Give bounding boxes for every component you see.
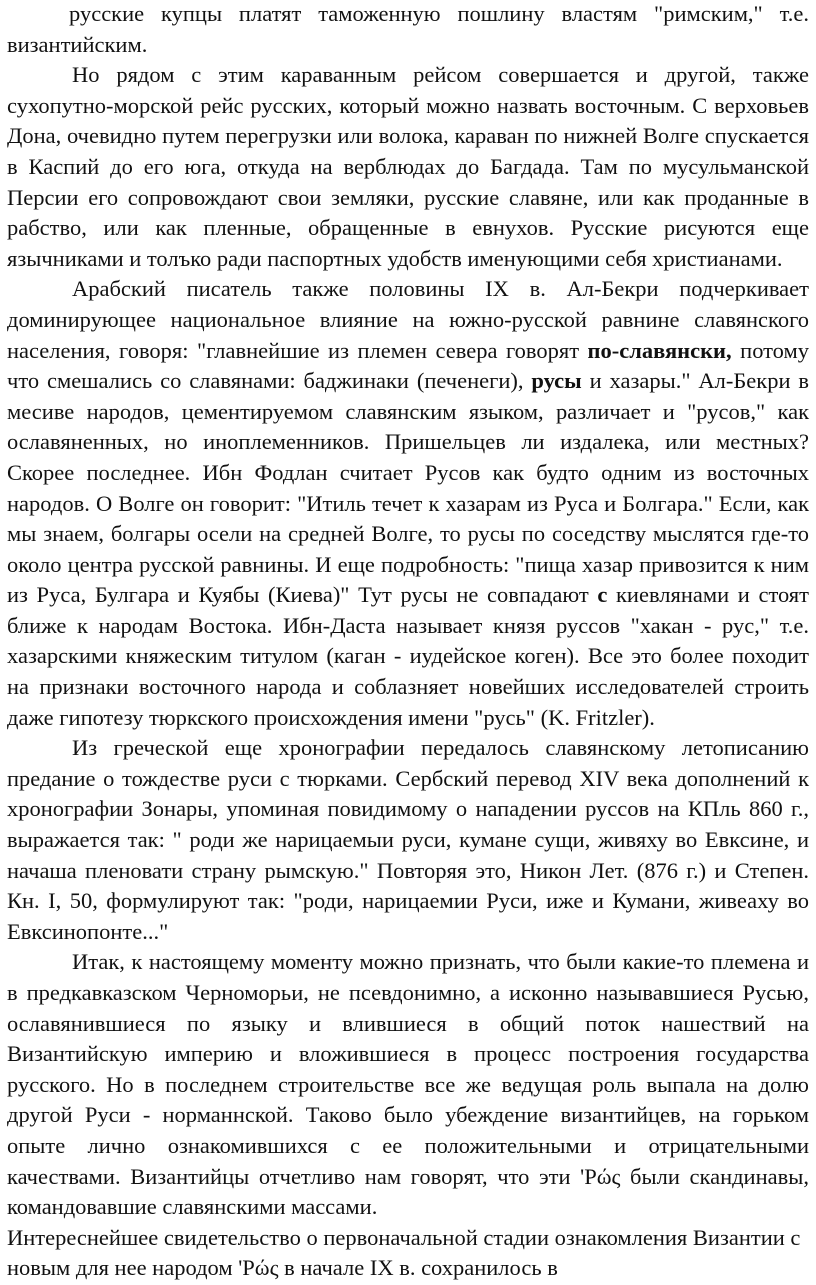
paragraph-2 [7, 274, 809, 733]
paragraph-2-bold-1: по-славянски, [587, 337, 732, 363]
paragraph-2-bold-3: с [597, 582, 608, 608]
paragraph-1: Но рядом с этим караванным рейсом совершается и другой, также сухопутно-морской рейс русских, который можно назвать восточным. С верховьев Дона, очевидно путем перегрузки или волока, караван по нижней Волге спускается в Каспий до его юга, откуда на верблюдах до Багдада. Там по мусульманской Персии его сопровождают свои земляки, русские славяне, или как проданные в рабство, или как пленные, обращенные в евнухов. Русские рисуются еще язычниками и толъко ради паспортных удобств именующими себя христианами. [7, 62, 809, 271]
paragraph-3: Из греческой еще хронографии передалось славянскому летописанию предание о тождестве руси с тюрками. Сербский перевод XIV века дополнений к хронографии Зонары, упоминая повидимому о нападении руссов на КПль 860 г., выражается так: " роди же нарицаемыи руси, кумане сущи, живяху во Евксине, и начаша пленовати страну рымскую." Повторяя это, Никон Лет. (876 г.) и Степен. Кн. I, 50, формулируют так: "роди, нарицаемии Руси, иже и Кумани, живеаху во Евксинопонте..." [7, 735, 809, 944]
paragraph-2-text-2: потому что смешались со славянами: баджинаки (печенеги), [7, 337, 809, 394]
paragraph-2-text-3: и хазары." Ал-Бекри в месиве народов, цементируемом славянским языком, различает и "русов," как ославяненных, но иноплеменников. Пришельцев ли издалека, или местных? Скорее последнее. Ибн Фодлан считает Русов как будто одним из восточных народов. О Волге он говорит: "Итиль течет к хазарам из Руса и Болгара." Если, как мы знаем, болгары осели на средней Волге, то русы по соседству мыслятся где-то около центра русской равнины. И еще подробность: "пища хазар привозится к ним из Руса, Булгара и Куябы (Киева)" Тут русы не совпадают [7, 368, 809, 608]
paragraph-2-text-1: Арабский писатель также половины IX в. Ал-Бекри подчеркивает доминирующее национальное влияние на южно-русской равнине славянского населения, говоря: "главнейшие из племен севера говорят [7, 276, 809, 363]
paragraph-0: русские купцы платят таможенную пошлину властям "римским," т.е. византийским. [7, 1, 809, 57]
paragraph-2-text-4: киевлянами и стоят ближе к народам Востока. Ибн-Даста называет князя руссов "хакан - рус," т.е. хазарскими княжеским титулом (каган - иудейское коген). Все это более походит на признаки восточного народа и соблазняет новейших исследователей строить даже гипотезу тюркского происхождения имени "русь" (K. Fritzler). [7, 582, 809, 730]
paragraph-2-bold-2: русы [531, 368, 582, 394]
paragraph-4: Итак, к настоящему моменту можно признать, что были какие-то племена и в предкавказском Черноморьи, не псевдонимно, а исконно называвшиеся Русью, ославянившиеся по языку и влившиеся в общий поток нашествий на Византийскую империю и вложившиеся в процесс построения государства русского. Но в последнем строительстве все же ведущая роль выпала на долю другой Руси - норманнской. Таково было убеждение византийцев, на горьком опыте лично ознакомившихся с ее положительными и отрицательными качествами. Византийцы отчетливо нам говорят, что эти 'Ρώς были скандинавы, командовавшие славянскими массами. [7, 949, 809, 1220]
paragraph-5: Интереснейшее свидетельство о первоначальной стадии ознакомления Византии с новым для нее народом 'Ρώς в начале IX в. сохранилось в [7, 1224, 801, 1281]
